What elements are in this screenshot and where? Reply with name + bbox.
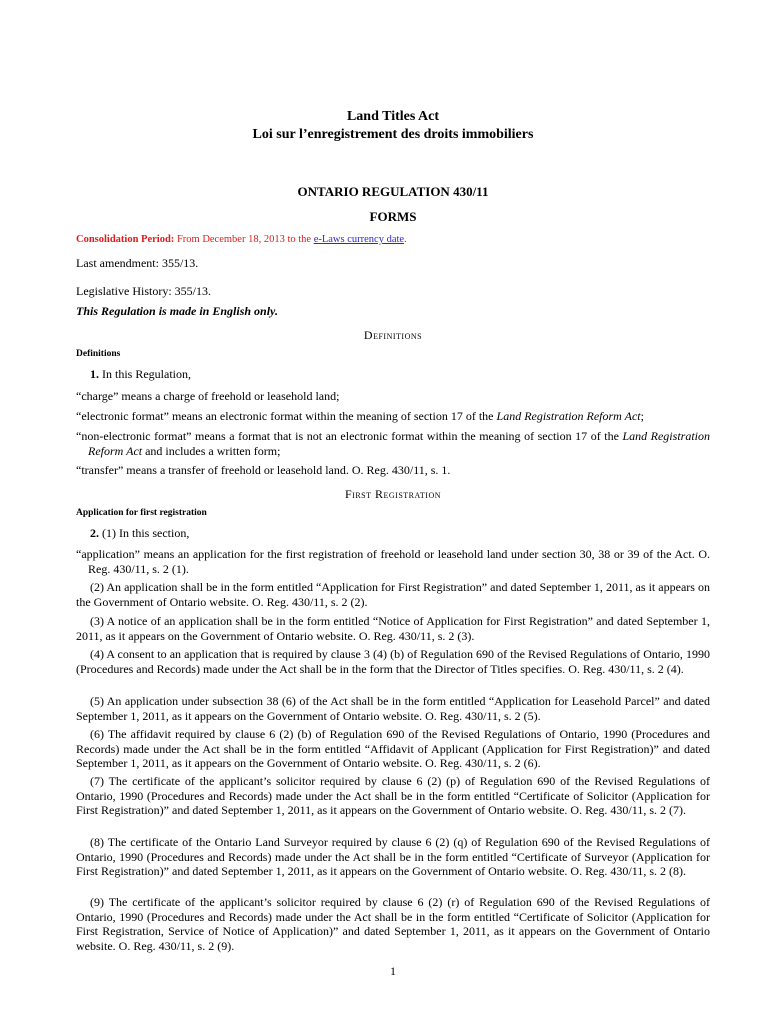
last-amendment: Last amendment: 355/13. — [76, 256, 199, 270]
def-non-electronic-format — [76, 429, 710, 458]
english-only-note: This Regulation is made in English only. — [76, 304, 278, 318]
def-application: “application” means an application for the first registration of freehold or leasehold land under section 30, 38 or 39 of the Act. O. Reg. 430/11, s. 2 (1). — [76, 547, 710, 576]
section-2-8: (8) The certificate of the Ontario Land Surveyor required by clause 6 (2) (q) of Regulation 690 of the Revised Regulations of Ontario, 1990 (Procedures and Records) made under the Act shall be in the form entitled “Certificate of Surveyor (Application for First Registration)” and dated September 1, 2011, as it appears on the Government of Ontario website. O. Reg. 430/11, s. 2 (8). — [76, 835, 710, 878]
regulation-heading — [76, 179, 710, 229]
def-nonelec-pre: “non-electronic format” means a format that is not an electronic format within the meaning of section 17 of the — [76, 429, 619, 443]
section-2-6: (6) The affidavit required by clause 6 (2) (b) of Regulation 690 of the Revised Regulations of Ontario, 1990 (Procedures and Records) made under the Act shall be in the form entitled “Affidavit of Applicant (Application for First Registration)” and dated September 1, 2011, as it appears on the Government of Ontario website. O. Reg. 430/11, s. 2 (6). — [76, 727, 710, 770]
margin-note-application: Application for first registration — [76, 508, 207, 518]
section-2-9: (9) The certificate of the applicant’s solicitor required by clause 6 (2) (r) of Regulation 690 of the Revised Regulations of Ontario, 1990 (Procedures and Records) made under the Act shall be in the form entitled “Certificate of Solicitor (Application for First Registration, Service of Notice of Application)” and dated September 1, 2011, as it appears on the Government of Ontario website. O. Reg. 430/11, s. 2 (9). — [76, 895, 710, 953]
def-nonelec-post: and includes a written form; — [145, 443, 281, 458]
section-2-1 — [76, 526, 710, 541]
act-title-english: Land Titles Act — [346, 109, 440, 124]
def-electronic-pre: “electronic format” means an electronic format within the meaning of section 17 of the — [76, 409, 494, 423]
section-1-intro — [76, 367, 710, 382]
section-2-1-text: (1) In this section, — [102, 526, 190, 540]
def-electronic-format — [76, 409, 710, 424]
section-2-number: 2. — [90, 526, 99, 540]
section-2-2: (2) An application shall be in the form entitled “Application for First Registration” and dated September 1, 2011, as it appears on the Government of Ontario website. O. Reg. 430/11, s. 2 (2). — [76, 580, 710, 609]
heading-first-registration: First Registration — [344, 487, 441, 501]
consolidation-end: . — [404, 234, 407, 245]
page-number: 1 — [390, 964, 396, 978]
section-1-intro-text: In this Regulation, — [102, 367, 191, 381]
heading-definitions: Definitions — [363, 328, 423, 342]
def-electronic-act: Land Registration Reform Act — [496, 409, 641, 423]
section-2-5: (5) An application under subsection 38 (6) of the Act shall be in the form entitled “Application for Leasehold Parcel” and dated September 1, 2011, as it appears on the Government of Ontario website. O. Reg. 430/11, s. 2 (5). — [76, 694, 710, 723]
def-nonelec-act: Land Registration Reform Act — [88, 429, 710, 458]
legislative-history: Legislative History: 355/13. — [76, 284, 211, 298]
consolidation-label: Consolidation Period: — [76, 234, 175, 245]
def-transfer: “transfer” means a transfer of freehold or leasehold land. O. Reg. 430/11, s. 1. — [76, 463, 451, 477]
margin-note-definitions: Definitions — [76, 349, 121, 359]
act-title — [76, 108, 710, 144]
regulation-subject: FORMS — [369, 209, 417, 224]
consolidation-period — [76, 233, 710, 248]
consolidation-text: From December 18, 2013 to the — [176, 234, 312, 245]
section-1-number: 1. — [90, 367, 99, 381]
act-title-french: Loi sur l’enregistrement des droits immobiliers — [252, 127, 534, 142]
section-2-3: (3) A notice of an application shall be in the form entitled “Notice of Application for First Registration” and dated September 1, 2011, as it appears on the Government of Ontario website. O. Reg. 430/11, s. 2 (3). — [76, 614, 710, 643]
currency-date-link[interactable]: e-Laws currency date — [313, 234, 405, 245]
regulation-number: ONTARIO REGULATION 430/11 — [297, 184, 489, 199]
def-electronic-post: ; — [640, 409, 644, 423]
section-2-7: (7) The certificate of the applicant’s solicitor required by clause 6 (2) (p) of Regulation 690 of the Revised Regulations of Ontario, 1990 (Procedures and Records) made under the Act shall be in the form entitled “Certificate of Solicitor (Application for First Registration)” and dated September 1, 2011, as it appears on the Government of Ontario website. O. Reg. 430/11, s. 2 (7). — [76, 774, 710, 817]
def-charge: “charge” means a charge of freehold or leasehold land; — [76, 389, 340, 403]
section-2-4: (4) A consent to an application that is required by clause 3 (4) (b) of Regulation 690 of the Revised Regulations of Ontario, 1990 (Procedures and Records) made under the Act shall be in the form that the Director of Titles specifies. O. Reg. 430/11, s. 2 (4). — [76, 647, 710, 676]
